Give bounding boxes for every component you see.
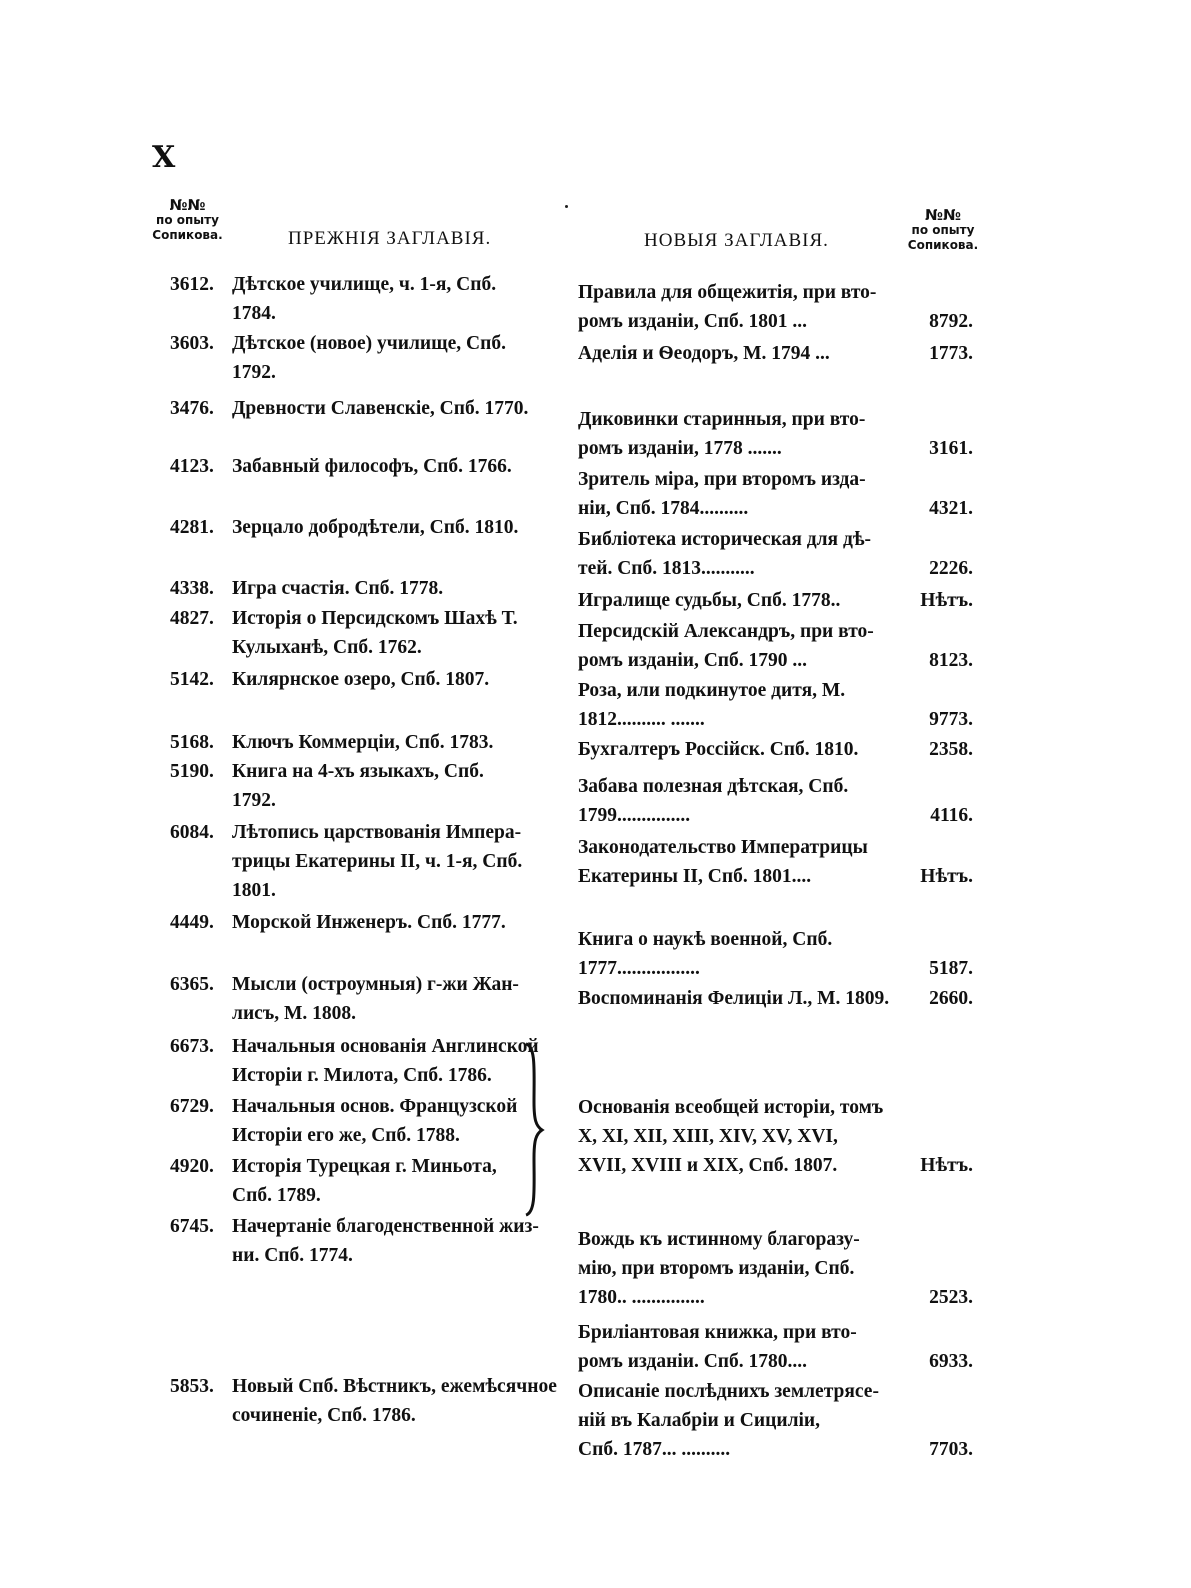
entry-number: 6084. (170, 822, 214, 843)
old-entry (170, 728, 560, 757)
sopikov-number: 2523. (929, 1287, 973, 1308)
entry-title: Описаніе послѣднихъ землетрясе- (578, 1381, 879, 1402)
entry-title: Новый Спб. Вѣстникъ, ежемѣсячное (232, 1376, 557, 1397)
entry-title: Аделія и Ѳеодоръ, М. 1794 ... (578, 343, 830, 364)
entry-number: 3612. (170, 274, 214, 295)
entry-title: Забавный философъ, Спб. 1766. (232, 456, 512, 477)
entry-title-cont: 1812.......... ....... (578, 709, 705, 730)
new-entry (578, 1093, 973, 1180)
entry-title: Персидскій Александръ, при вто- (578, 621, 874, 642)
old-entry (170, 1092, 560, 1150)
entry-number: 5142. (170, 669, 214, 690)
new-entry (578, 833, 973, 891)
old-entry (170, 270, 560, 328)
entry-title: Морской Инженеръ. Спб. 1777. (232, 912, 506, 933)
entry-number: 4281. (170, 517, 214, 538)
old-entry (170, 757, 560, 815)
entry-title: Древности Славенскіе, Спб. 1770. (232, 398, 529, 419)
entry-title-cont: лисъ, М. 1808. (232, 1003, 356, 1024)
right-number-sub2: Сопикова. (907, 238, 979, 252)
entry-title: Лѣтопись царствованія Импера- (232, 822, 522, 843)
entry-number: 5190. (170, 761, 214, 782)
old-entry (170, 604, 560, 662)
new-entry (578, 772, 973, 830)
entry-title-cont: Исторіи его же, Спб. 1788. (232, 1125, 460, 1146)
entry-number: 3476. (170, 398, 214, 419)
old-entry (170, 818, 560, 905)
entry-title: Бухгалтеръ Россійск. Спб. 1810. (578, 739, 859, 760)
left-number-sign: №№ (169, 196, 206, 214)
new-entry (578, 525, 973, 583)
entry-title-cont: 1777................. (578, 958, 700, 979)
old-entry (170, 1152, 560, 1210)
entry-title: Вождь къ истинному благоразу- (578, 1229, 860, 1250)
new-entry (578, 405, 973, 463)
entry-title-cont: сочиненіе, Спб. 1786. (232, 1405, 416, 1426)
sopikov-number: 8123. (929, 650, 973, 671)
entry-title: Диковинки старинныя, при вто- (578, 409, 866, 430)
new-entry (578, 1225, 973, 1312)
entry-title: Начертаніе благоденственной жиз- (232, 1216, 539, 1237)
entry-number: 6365. (170, 974, 214, 995)
entry-title-cont: ніи, Спб. 1784.......... (578, 498, 749, 519)
entry-title-cont: Екатерины II, Спб. 1801.... (578, 866, 812, 887)
entry-number: 3603. (170, 333, 214, 354)
entry-title-cont: X, XI, XII, XIII, XIV, XV, XVI, (578, 1126, 838, 1147)
sopikov-number: 3161. (929, 438, 973, 459)
entry-title: Зритель міра, при второмъ изда- (578, 469, 866, 490)
entry-title: Бриліантовая книжка, при вто- (578, 1322, 857, 1343)
entry-title-cont: 1801. (232, 880, 276, 901)
new-entry (578, 339, 973, 368)
entry-number: 6745. (170, 1216, 214, 1237)
entry-number: 4827. (170, 608, 214, 629)
sopikov-number: 2358. (929, 739, 973, 760)
entry-title-cont: ній въ Калабріи и Сициліи, (578, 1410, 821, 1431)
entry-title: Начальныя основ. Французской (232, 1096, 518, 1117)
entry-number: 4449. (170, 912, 214, 933)
entry-title-cont: 1799............... (578, 805, 691, 826)
sopikov-number: Нѣтъ. (920, 1155, 973, 1176)
entry-title: Ключъ Коммерціи, Спб. 1783. (232, 732, 494, 753)
entry-number: 5853. (170, 1376, 214, 1397)
entry-title-cont: трицы Екатерины II, ч. 1-я, Спб. (232, 851, 523, 872)
sopikov-number: 9773. (929, 709, 973, 730)
right-number-header (898, 208, 988, 253)
old-entry (170, 908, 560, 937)
old-entry (170, 1372, 560, 1430)
entry-title: Зерцало добродѣтели, Спб. 1810. (232, 517, 519, 538)
entry-title-cont: ромъ изданіи, Спб. 1790 ... (578, 650, 808, 671)
new-entry (578, 617, 973, 675)
entry-title: Забава полезная дѣтская, Спб. (578, 776, 849, 797)
entry-title: Основанія всеобщей исторіи, томъ (578, 1097, 884, 1118)
stray-dot (565, 205, 568, 208)
entry-title-cont: мію, при второмъ изданіи, Спб. (578, 1258, 855, 1279)
entry-title: Законодательство Императрицы (578, 837, 868, 858)
page-number: X (152, 140, 176, 175)
entry-title: Книга о наукѣ военной, Спб. (578, 929, 833, 950)
entry-title-cont: Спб. 1787... .......... (578, 1439, 731, 1460)
sopikov-number: 4116. (930, 805, 973, 826)
entry-title: Правила для общежитія, при вто- (578, 282, 877, 303)
entry-title-cont: ромъ изданіи, Спб. 1801 ... (578, 311, 808, 332)
old-entry (170, 513, 560, 542)
entry-title-cont: 1792. (232, 790, 276, 811)
entry-number: 4920. (170, 1156, 214, 1177)
entry-title: Дѣтское училище, ч. 1-я, Спб. (232, 274, 497, 295)
sopikov-number: 2660. (929, 988, 973, 1009)
entry-title-cont: XVII, XVIII и XIX, Спб. 1807. (578, 1155, 838, 1176)
old-titles-header: ПРЕЖНІЯ ЗАГЛАВІЯ. (288, 228, 492, 249)
entry-title: Библіотека историческая для дѣ- (578, 529, 872, 550)
entry-number: 5168. (170, 732, 214, 753)
entry-title: Дѣтское (новое) училище, Спб. (232, 333, 506, 354)
sopikov-number: 8792. (929, 311, 973, 332)
entry-title-cont: Кулыханѣ, Спб. 1762. (232, 637, 422, 658)
sopikov-number: 5187. (929, 958, 973, 979)
entry-title: Исторія Турецкая г. Миньота, (232, 1156, 497, 1177)
new-entry (578, 676, 973, 734)
new-entry (578, 984, 973, 1013)
old-entry (170, 970, 560, 1028)
entry-title: Игралище судьбы, Спб. 1778.. (578, 590, 841, 611)
entry-title: Исторія о Персидскомъ Шахѣ Т. (232, 608, 518, 629)
new-entry (578, 586, 973, 615)
old-entry (170, 574, 560, 603)
sopikov-number: 7703. (929, 1439, 973, 1460)
left-number-sub1: по опыту (156, 213, 219, 227)
entry-title: Воспоминанія Фелиціи Л., М. 1809. (578, 988, 890, 1009)
entry-number: 4123. (170, 456, 214, 477)
new-entry (578, 1377, 973, 1464)
entry-title: Килярнское озеро, Спб. 1807. (232, 669, 490, 690)
old-entry (170, 665, 560, 694)
entry-number: 6673. (170, 1036, 214, 1057)
entry-title-cont: 1780.. ............... (578, 1287, 705, 1308)
entry-title-cont: Исторіи г. Милота, Спб. 1786. (232, 1065, 492, 1086)
old-entry (170, 452, 560, 481)
sopikov-number: 2226. (929, 558, 973, 579)
entry-title-cont: 1792. (232, 362, 276, 383)
entry-title-cont: тей. Спб. 1813........... (578, 558, 755, 579)
new-entry (578, 735, 973, 764)
entry-title: Книга на 4-хъ языкахъ, Спб. (232, 761, 484, 782)
entry-title: Начальныя основанія Англинской (232, 1036, 539, 1057)
new-entry (578, 1318, 973, 1376)
new-titles-header: НОВЫЯ ЗАГЛАВІЯ. (644, 230, 829, 251)
entry-title-cont: ни. Спб. 1774. (232, 1245, 353, 1266)
entry-title-cont: 1784. (232, 303, 276, 324)
new-entry (578, 278, 973, 336)
old-entry (170, 394, 560, 423)
old-entry (170, 1032, 560, 1090)
entry-title-cont: Спб. 1789. (232, 1185, 321, 1206)
entry-number: 4338. (170, 578, 214, 599)
entry-title-cont: ромъ изданіи, 1778 ....... (578, 438, 782, 459)
curly-brace (520, 1042, 546, 1217)
entry-title-cont: ромъ изданіи. Спб. 1780.... (578, 1351, 808, 1372)
left-number-header (140, 198, 235, 243)
new-entry (578, 925, 973, 983)
sopikov-number: 1773. (929, 343, 973, 364)
right-number-sub1: по опыту (911, 223, 975, 237)
old-entry (170, 329, 560, 387)
sopikov-number: Нѣтъ. (920, 866, 973, 887)
entry-title: Игра счастія. Спб. 1778. (232, 578, 444, 599)
sopikov-number: 4321. (929, 498, 973, 519)
left-number-sub2: Сопикова. (152, 228, 223, 242)
entry-number: 6729. (170, 1096, 214, 1117)
right-number-sign: №№ (924, 206, 962, 224)
entry-title: Мысли (остроумныя) г-жи Жан- (232, 974, 519, 995)
entry-title: Роза, или подкинутое дитя, М. (578, 680, 846, 701)
sopikov-number: 6933. (929, 1351, 973, 1372)
new-entry (578, 465, 973, 523)
old-entry (170, 1212, 560, 1270)
sopikov-number: Нѣтъ. (920, 590, 973, 611)
